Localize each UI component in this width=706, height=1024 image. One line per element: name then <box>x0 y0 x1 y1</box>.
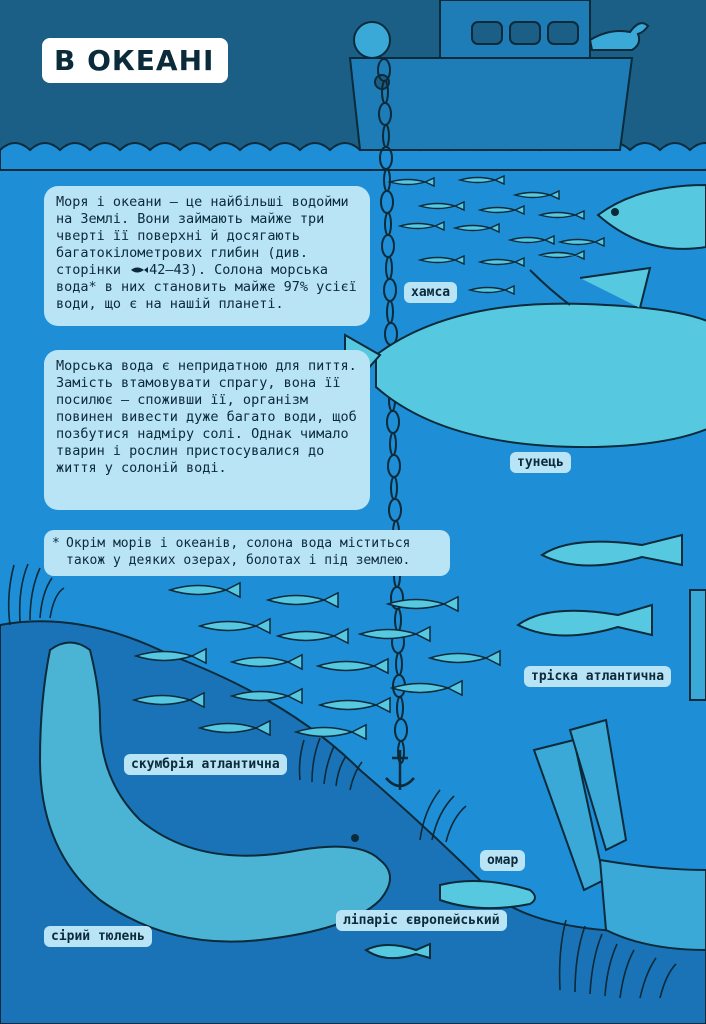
info-box-seawater: Морська вода є непридатною для пиття. Замість втамовувати спрагу, вона її посилює — споживши її, організм повинен вивести дуже багато води, щоб позбутися надміру солі. Однак чимало тварин і рослин пристосувалися до життя у солоній воді. <box>44 350 370 510</box>
info-text-part1: Моря і океани — це найбільші водойми на Землі. Вони займають майже три чверті її поверхні й досягають багатокілометрових глибин (див. сторінки <box>56 194 349 278</box>
label-mackerel: скумбрія атлантична <box>124 754 287 775</box>
footnote-text: Окрім морів і океанів, солона вода міститься також у деяких озерах, болотах і під землею. <box>66 536 411 568</box>
info-text-part2: ). Солона морська вода* в них становить майже 97% усієї води, що є на нашій планеті. <box>56 262 357 312</box>
footnote-star: * <box>52 536 60 551</box>
footnote <box>44 530 450 576</box>
info-box-oceans <box>44 186 370 326</box>
fish-icon <box>129 265 149 275</box>
label-tuna: тунець <box>510 452 571 473</box>
label-lobster: омар <box>480 850 525 871</box>
label-anchovy: хамса <box>404 282 457 303</box>
page-title: В ОКЕАНІ <box>42 38 228 83</box>
info-text-pages: 42–43 <box>149 262 190 278</box>
label-liparis: ліпаріс європейський <box>336 910 507 931</box>
label-cod: тріска атлантична <box>524 666 671 687</box>
label-seal: сірий тюлень <box>44 926 152 947</box>
